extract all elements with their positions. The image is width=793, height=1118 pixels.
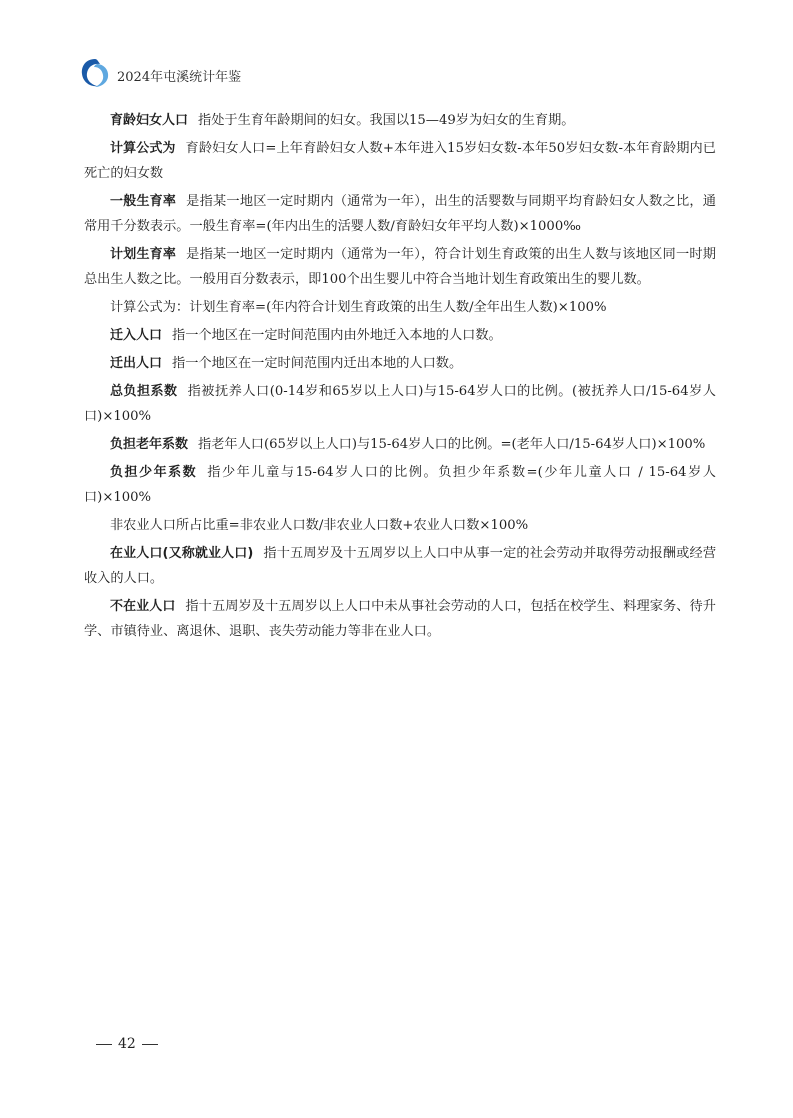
yearbook-logo-icon (78, 56, 112, 90)
paragraph (84, 460, 716, 510)
paragraph (84, 513, 716, 538)
term-label: 总负担系数 (110, 384, 178, 399)
paragraph (84, 594, 716, 644)
paragraph (84, 189, 716, 239)
paragraph (84, 136, 716, 186)
paragraph (84, 295, 716, 320)
term-definition: 指处于生育年龄期间的妇女。我国以15—49岁为妇女的生育期。 (198, 113, 575, 128)
term-definition: 是指某一地区一定时期内（通常为一年），出生的活婴数与同期平均育龄妇女人数之比，通常用千分数表示。一般生育率=(年内出生的活婴人数/育龄妇女年平均人数)×1000‰ (84, 194, 716, 234)
definitions-body (84, 108, 716, 647)
term-label: 不在业人口 (110, 599, 176, 614)
term-definition: 指一个地区在一定时间范围内由外地迁入本地的人口数。 (172, 328, 502, 343)
paragraph (84, 541, 716, 591)
page-footer (90, 1036, 164, 1052)
dash-divider (96, 1044, 112, 1045)
header-title: 2024年屯溪统计年鉴 (117, 70, 242, 85)
term-label: 迁出人口 (110, 356, 163, 371)
term-definition: 指被抚养人口(0-14岁和65岁以上人口)与15-64岁人口的比例。(被抚养人口/15-64岁人口)×100% (84, 384, 716, 424)
term-label: 计划生育率 (110, 247, 177, 262)
term-definition: 指十五周岁及十五周岁以上人口中未从事社会劳动的人口，包括在校学生、料理家务、待升学、市镇待业、离退休、退职、丧失劳动能力等非在业人口。 (84, 599, 716, 639)
term-label: 一般生育率 (110, 194, 177, 209)
paragraph (84, 242, 716, 292)
term-definition: 指老年人口(65岁以上人口)与15-64岁人口的比例。=(老年人口/15-64岁人口)×100% (198, 437, 706, 452)
term-label: 负担老年系数 (110, 437, 189, 452)
paragraph (84, 379, 716, 429)
term-label: 育龄妇女人口 (110, 113, 189, 128)
paragraph (84, 108, 716, 133)
term-definition: 育龄妇女人口=上年育龄妇女人数+本年进入15岁妇女数-本年50岁妇女数-本年育龄期内已死亡的妇女数 (84, 141, 716, 181)
term-definition: 是指某一地区一定时期内（通常为一年），符合计划生育政策的出生人数与该地区同一时期总出生人数之比。一般用百分数表示，即100个出生婴儿中符合当地计划生育政策出生的婴儿数。 (84, 247, 716, 287)
term-label: 在业人口(又称就业人口) (110, 546, 254, 561)
formula-text: 非农业人口所占比重=非农业人口数/非农业人口数+农业人口数×100% (110, 518, 529, 533)
term-label: 迁入人口 (110, 328, 163, 343)
dash-divider (142, 1044, 158, 1045)
term-label: 计算公式为 (110, 141, 176, 156)
page-header (0, 0, 793, 110)
term-label: 负担少年系数 (110, 465, 198, 480)
term-definition: 指十五周岁及十五周岁以上人口中从事一定的社会劳动并取得劳动报酬或经营收入的人口。 (84, 546, 717, 586)
paragraph (84, 323, 716, 348)
term-definition: 指少年儿童与15-64岁人口的比例。负担少年系数=(少年儿童人口 / 15-64岁人口)×100% (84, 465, 716, 505)
page-number: 42 (118, 1036, 136, 1052)
paragraph (84, 351, 716, 376)
formula-text: 计算公式为：计划生育率=(年内符合计划生育政策的出生人数/全年出生人数)×100% (110, 300, 607, 315)
term-definition: 指一个地区在一定时间范围内迁出本地的人口数。 (172, 356, 463, 371)
paragraph (84, 432, 716, 457)
